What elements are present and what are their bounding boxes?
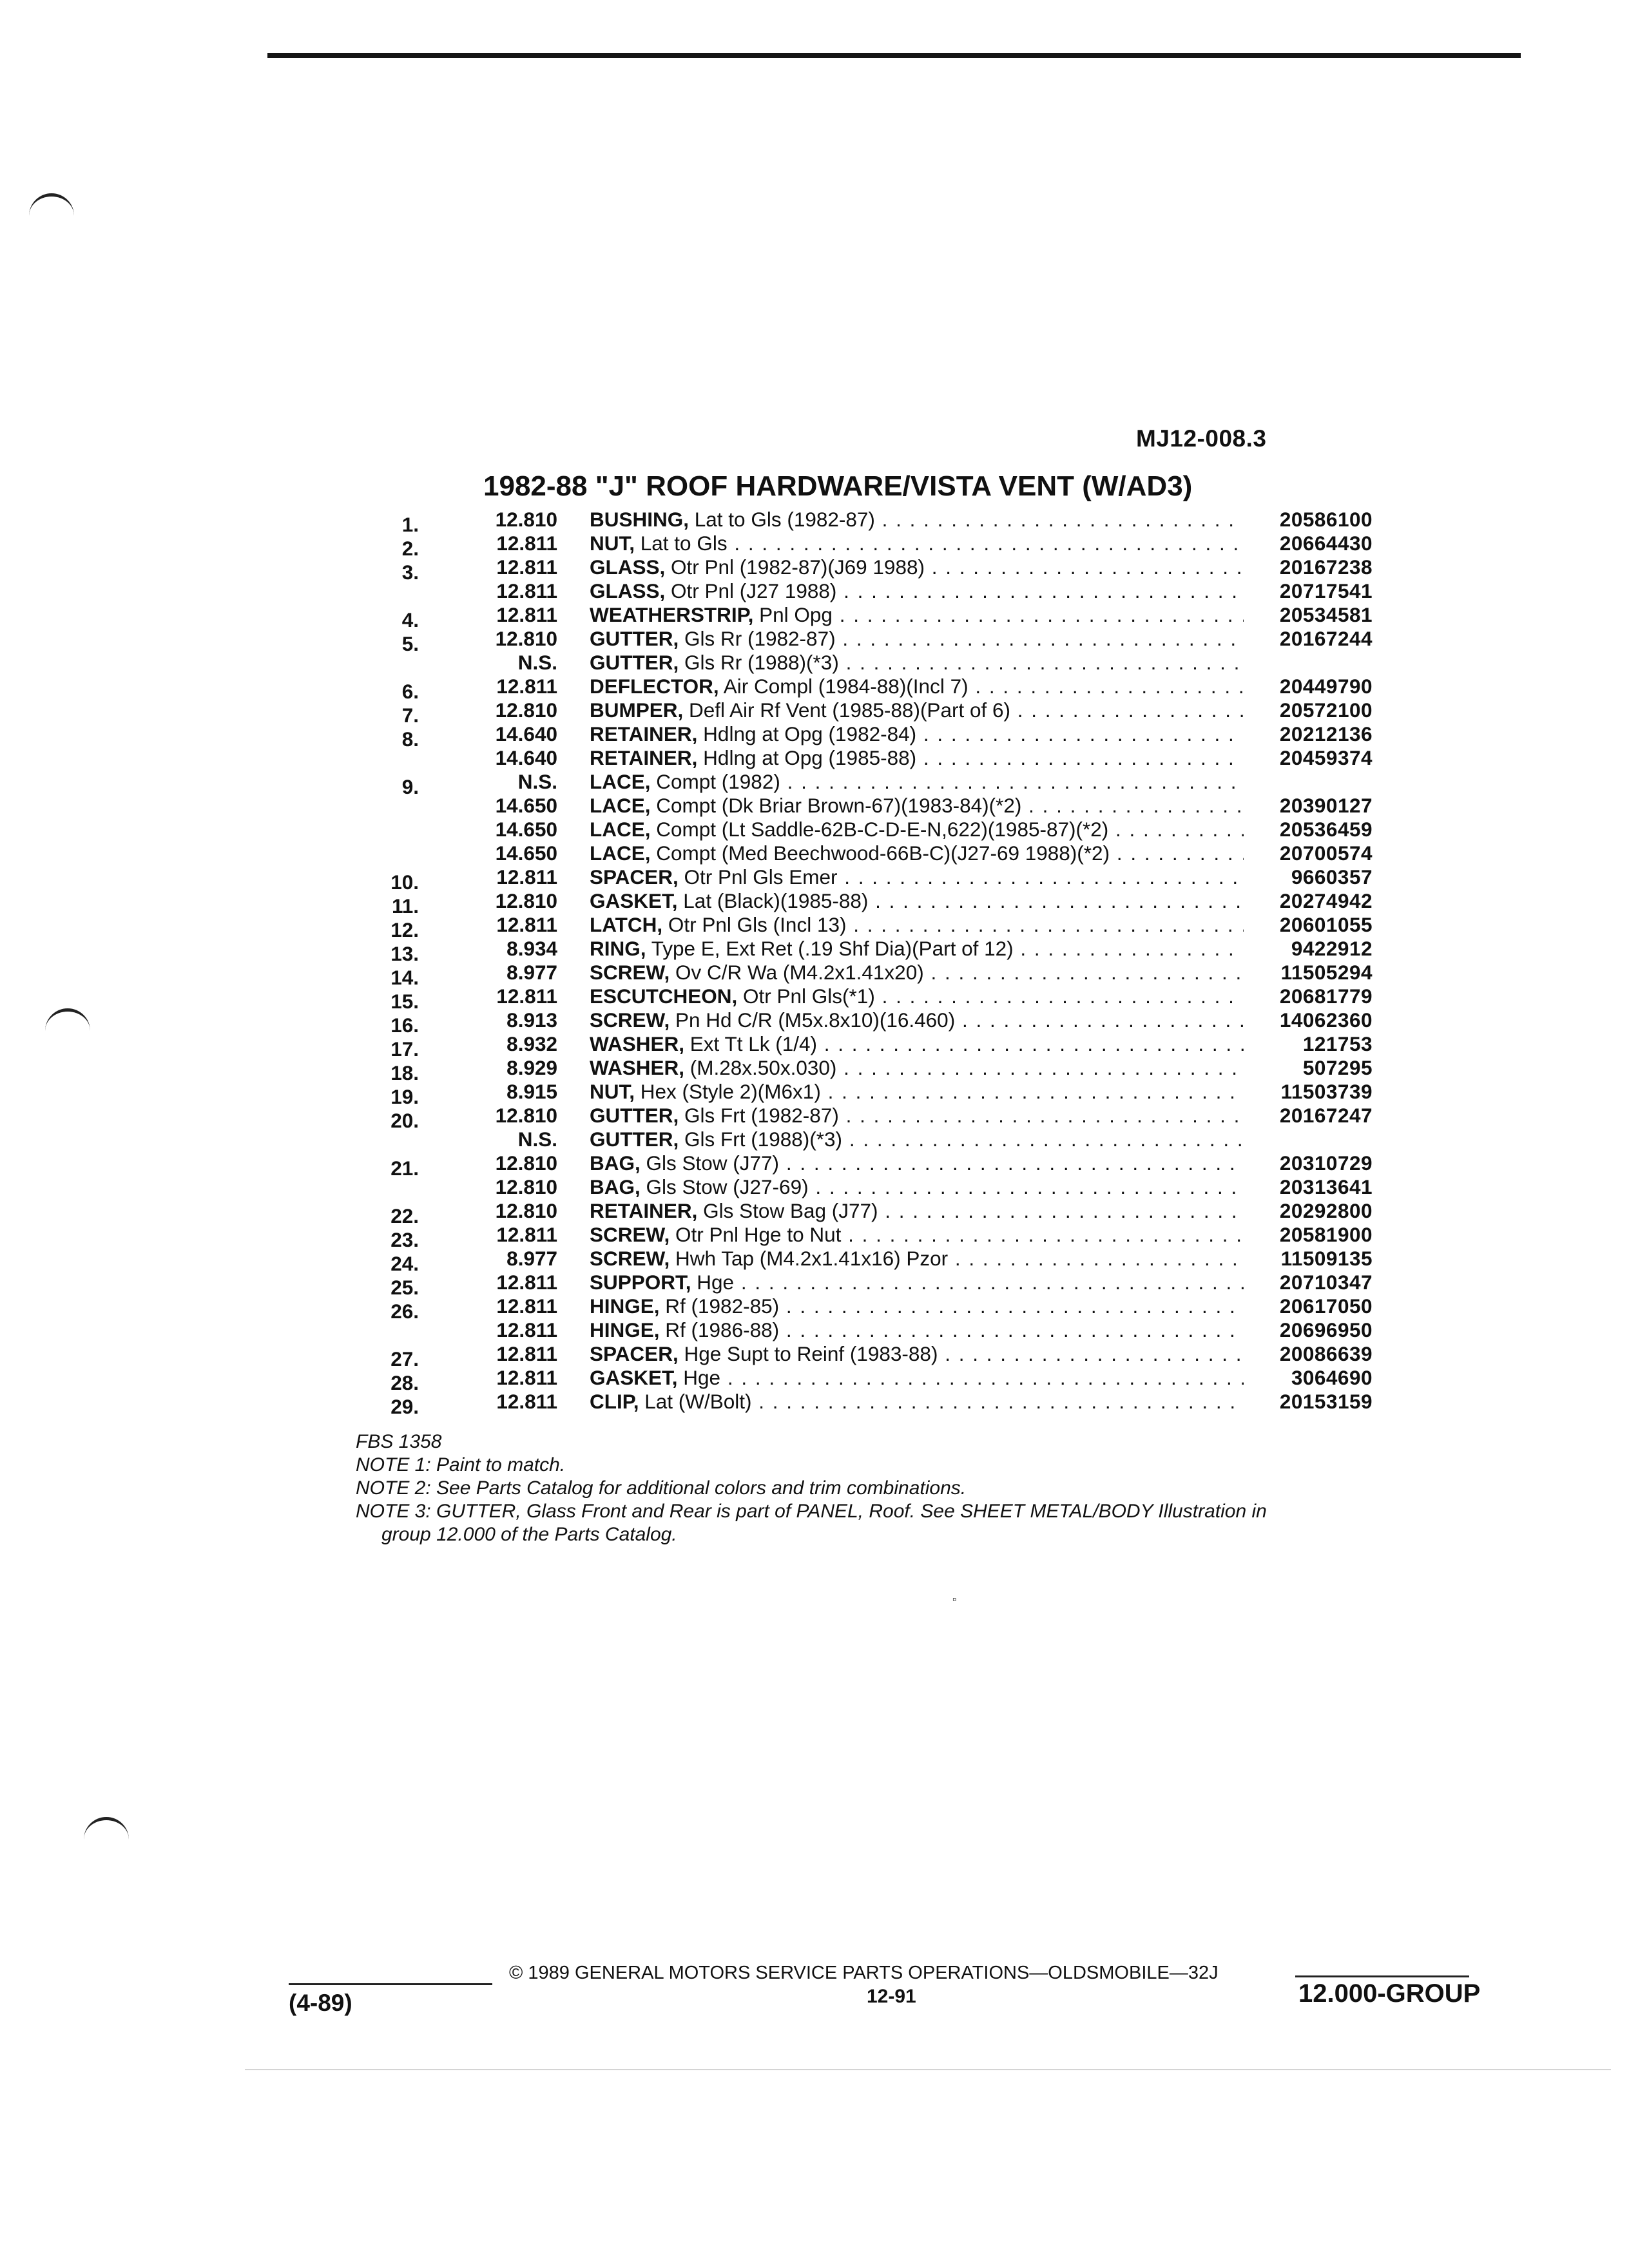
part-detail: Compt (Med Beechwood-66B-C)(J27-69 1988)(*2) bbox=[650, 841, 1110, 865]
part-detail: Lat (W/Bolt) bbox=[639, 1390, 752, 1413]
table-row bbox=[348, 1104, 1392, 1132]
item-number: 11. bbox=[391, 894, 419, 918]
table-row bbox=[348, 1366, 1392, 1394]
part-description bbox=[590, 722, 1244, 746]
group-number: 12.810 bbox=[495, 1151, 557, 1175]
part-description bbox=[590, 603, 1244, 627]
table-row bbox=[348, 1247, 1392, 1275]
group-number: 12.810 bbox=[495, 1199, 557, 1222]
part-detail: Otr Pnl Gls (Incl 13) bbox=[662, 913, 847, 936]
group-number: 12.811 bbox=[496, 1318, 557, 1341]
table-row bbox=[348, 675, 1392, 703]
part-number: 20313641 bbox=[1279, 1175, 1373, 1198]
part-name: BAG, bbox=[590, 1175, 641, 1198]
item-number: 6. bbox=[401, 680, 419, 703]
part-detail: Compt (1982) bbox=[650, 770, 780, 793]
part-detail: Ext Tt Lk (1/4) bbox=[684, 1032, 817, 1055]
fbs-reference: FBS 1358 bbox=[356, 1431, 442, 1452]
part-number: 20292800 bbox=[1279, 1199, 1373, 1222]
part-name: GASKET, bbox=[590, 1366, 678, 1389]
part-description bbox=[590, 1080, 1244, 1104]
part-detail: Gls Frt (1982-87) bbox=[679, 1104, 839, 1127]
group-number: 14.650 bbox=[495, 841, 557, 865]
footer-rule bbox=[289, 1983, 492, 1985]
part-detail: Hge bbox=[691, 1271, 735, 1294]
part-name: SCREW, bbox=[590, 1008, 670, 1032]
table-row bbox=[348, 603, 1392, 631]
part-detail: Hwh Tap (M4.2x1.41x16) Pzor bbox=[670, 1247, 949, 1270]
table-row bbox=[348, 770, 1392, 798]
group-number: N.S. bbox=[517, 770, 557, 793]
part-description bbox=[590, 794, 1244, 818]
part-number: 20710347 bbox=[1279, 1271, 1373, 1294]
part-detail: Hdlng at Opg (1985-88) bbox=[697, 746, 917, 769]
part-name: BUMPER, bbox=[590, 698, 684, 722]
part-description bbox=[590, 1342, 1244, 1366]
item-number: 5. bbox=[401, 632, 419, 655]
part-number: 20586100 bbox=[1279, 508, 1373, 531]
part-description bbox=[590, 985, 1244, 1008]
part-description bbox=[590, 532, 1244, 555]
table-row bbox=[348, 1151, 1392, 1180]
item-number: 12. bbox=[390, 918, 419, 941]
part-name: SCREW, bbox=[590, 1247, 670, 1270]
table-row bbox=[348, 722, 1392, 751]
part-description bbox=[590, 651, 1244, 675]
group-number: 12.811 bbox=[496, 1271, 557, 1294]
table-row bbox=[348, 841, 1392, 865]
part-detail: Hex (Style 2)(M6x1) bbox=[635, 1080, 821, 1103]
part-description bbox=[590, 508, 1244, 532]
part-number: 20700574 bbox=[1279, 841, 1373, 865]
group-number: 12.811 bbox=[496, 865, 557, 889]
part-detail: Gls Rr (1982-87) bbox=[679, 627, 836, 650]
item-number: 25. bbox=[390, 1276, 419, 1299]
part-name: GASKET, bbox=[590, 889, 678, 912]
part-number: 20572100 bbox=[1279, 698, 1373, 722]
part-detail: Compt (Dk Briar Brown-67)(1983-84)(*2) bbox=[650, 794, 1022, 817]
part-name: BAG, bbox=[590, 1151, 641, 1175]
part-description bbox=[590, 1056, 1244, 1080]
part-detail: Gls Stow (J77) bbox=[640, 1151, 780, 1175]
part-detail: Gls Frt (1988)(*3) bbox=[679, 1128, 843, 1151]
part-number: 20536459 bbox=[1279, 818, 1373, 841]
group-number: 8.977 bbox=[506, 1247, 557, 1270]
part-name: CLIP, bbox=[590, 1390, 639, 1413]
part-number: 121753 bbox=[1302, 1032, 1373, 1055]
part-name: LATCH, bbox=[590, 913, 663, 936]
part-number: 20459374 bbox=[1279, 746, 1373, 769]
item-number: 10. bbox=[390, 870, 419, 894]
part-description bbox=[590, 627, 1244, 651]
group-number: 14.640 bbox=[495, 746, 557, 769]
part-detail: Defl Air Rf Vent (1985-88)(Part of 6) bbox=[683, 698, 1010, 722]
part-name: SCREW, bbox=[590, 961, 670, 984]
part-name: LACE, bbox=[590, 818, 651, 841]
group-number: 12.811 bbox=[496, 1294, 557, 1318]
part-number: 20534581 bbox=[1279, 603, 1373, 626]
punch-hole-mark bbox=[45, 1008, 90, 1037]
table-row bbox=[348, 1342, 1392, 1370]
part-description bbox=[590, 1104, 1244, 1128]
part-detail: Gls Rr (1988)(*3) bbox=[679, 651, 839, 674]
item-number: 29. bbox=[390, 1395, 419, 1418]
group-number: N.S. bbox=[517, 651, 557, 674]
group-label: 12.000-GROUP bbox=[1298, 1979, 1481, 2008]
group-number: 12.810 bbox=[495, 627, 557, 650]
part-number: 20681779 bbox=[1279, 985, 1373, 1008]
part-description bbox=[590, 1128, 1244, 1151]
part-description bbox=[590, 841, 1244, 865]
part-number: 20167247 bbox=[1279, 1104, 1373, 1127]
footer-copyright: © 1989 GENERAL MOTORS SERVICE PARTS OPERATIONS—OLDSMOBILE—32J bbox=[509, 1963, 1219, 1983]
part-name: WASHER, bbox=[590, 1056, 685, 1079]
part-name: SUPPORT, bbox=[590, 1271, 691, 1294]
table-row bbox=[348, 1271, 1392, 1299]
item-number: 16. bbox=[390, 1014, 419, 1037]
part-description bbox=[590, 675, 1244, 698]
table-row bbox=[348, 985, 1392, 1013]
part-detail: Otr Pnl Hge to Nut bbox=[670, 1223, 842, 1246]
group-number: 12.811 bbox=[496, 603, 557, 626]
part-detail: Lat (Black)(1985-88) bbox=[677, 889, 869, 912]
note-3: NOTE 3: GUTTER, Glass Front and Rear is part of PANEL, Roof. See SHEET METAL/BODY Illustration in bbox=[356, 1501, 1267, 1522]
part-name: GUTTER, bbox=[590, 1104, 679, 1127]
group-number: 12.810 bbox=[495, 1104, 557, 1127]
table-row bbox=[348, 1199, 1392, 1227]
part-name: SPACER, bbox=[590, 1342, 679, 1365]
part-name: LACE, bbox=[590, 794, 651, 817]
part-name: HINGE, bbox=[590, 1294, 660, 1318]
part-number: 20390127 bbox=[1279, 794, 1373, 817]
part-description bbox=[590, 818, 1244, 841]
part-number: 20601055 bbox=[1279, 913, 1373, 936]
part-detail: Hge Supt to Reinf (1983-88) bbox=[678, 1342, 938, 1365]
part-number: 20717541 bbox=[1279, 579, 1373, 602]
part-description bbox=[590, 1366, 1244, 1390]
part-name: DEFLECTOR, bbox=[590, 675, 719, 698]
part-detail: Pnl Opg bbox=[753, 603, 833, 626]
item-number: 1. bbox=[401, 513, 419, 536]
table-row bbox=[348, 1294, 1392, 1323]
note-3-continued: group 12.000 of the Parts Catalog. bbox=[381, 1524, 677, 1545]
table-row bbox=[348, 865, 1392, 894]
part-number: 11505294 bbox=[1280, 961, 1373, 984]
revision-date: (4-89) bbox=[289, 1990, 352, 2016]
part-name: GUTTER, bbox=[590, 651, 679, 674]
table-row bbox=[348, 532, 1392, 560]
group-number: 12.810 bbox=[495, 698, 557, 722]
table-row bbox=[348, 508, 1392, 536]
part-description bbox=[590, 889, 1244, 913]
part-name: WEATHERSTRIP, bbox=[590, 603, 754, 626]
scan-mark: ▫ bbox=[952, 1593, 957, 1606]
item-number: 17. bbox=[390, 1037, 419, 1061]
part-number: 11509135 bbox=[1280, 1247, 1373, 1270]
part-detail: Hdlng at Opg (1982-84) bbox=[697, 722, 917, 745]
part-number: 20167244 bbox=[1279, 627, 1373, 650]
part-description bbox=[590, 1032, 1244, 1056]
part-description bbox=[590, 1199, 1244, 1223]
part-description bbox=[590, 698, 1244, 722]
part-name: SPACER, bbox=[590, 865, 679, 889]
note-2: NOTE 2: See Parts Catalog for additional colors and trim combinations. bbox=[356, 1477, 967, 1499]
part-name: BUSHING, bbox=[590, 508, 689, 531]
part-detail: Pn Hd C/R (M5x.8x10)(16.460) bbox=[670, 1008, 956, 1032]
part-number: 20310729 bbox=[1279, 1151, 1373, 1175]
table-row bbox=[348, 1056, 1392, 1084]
part-number: 9660357 bbox=[1291, 865, 1373, 889]
part-number: 9422912 bbox=[1291, 937, 1373, 960]
part-number: 20153159 bbox=[1279, 1390, 1373, 1413]
item-number: 9. bbox=[401, 775, 419, 798]
group-number: 12.810 bbox=[495, 889, 557, 912]
part-name: RETAINER, bbox=[590, 722, 698, 745]
group-number: 8.977 bbox=[506, 961, 557, 984]
group-number: 14.650 bbox=[495, 794, 557, 817]
item-number: 3. bbox=[401, 561, 419, 584]
part-name: WASHER, bbox=[590, 1032, 685, 1055]
table-row bbox=[348, 961, 1392, 989]
group-number: 8.913 bbox=[506, 1008, 557, 1032]
part-number: 20664430 bbox=[1279, 532, 1373, 555]
group-number: 12.811 bbox=[496, 555, 557, 579]
part-number: 20212136 bbox=[1279, 722, 1373, 745]
part-description bbox=[590, 579, 1244, 603]
item-number: 24. bbox=[390, 1252, 419, 1275]
part-description bbox=[590, 1151, 1244, 1175]
table-row bbox=[348, 1128, 1392, 1151]
item-number: 28. bbox=[390, 1371, 419, 1394]
group-number: 12.811 bbox=[496, 1342, 557, 1365]
part-description bbox=[590, 555, 1244, 579]
part-number: 20167238 bbox=[1279, 555, 1373, 579]
group-number: 12.811 bbox=[496, 1390, 557, 1413]
item-number: 13. bbox=[390, 942, 419, 965]
part-name: RING, bbox=[590, 937, 646, 960]
part-detail: Otr Pnl Gls(*1) bbox=[737, 985, 875, 1008]
part-name: LACE, bbox=[590, 770, 651, 793]
part-number: 20617050 bbox=[1279, 1294, 1373, 1318]
table-row bbox=[348, 818, 1392, 841]
page-number: 12-91 bbox=[867, 1986, 916, 2007]
part-number: 14062360 bbox=[1279, 1008, 1373, 1032]
part-detail: Otr Pnl (J27 1988) bbox=[665, 579, 837, 602]
group-number: 12.811 bbox=[496, 1223, 557, 1246]
part-name: HINGE, bbox=[590, 1318, 660, 1341]
part-name: LACE, bbox=[590, 841, 651, 865]
part-description bbox=[590, 865, 1244, 889]
page-title: 1982-88 "J" ROOF HARDWARE/VISTA VENT (W/AD3) bbox=[483, 470, 1193, 502]
group-number: 12.811 bbox=[496, 1366, 557, 1389]
group-number: 8.929 bbox=[506, 1056, 557, 1079]
group-number: 14.650 bbox=[495, 818, 557, 841]
table-row bbox=[348, 889, 1392, 918]
part-detail: Otr Pnl Gls Emer bbox=[678, 865, 838, 889]
footer-rule bbox=[1295, 1975, 1469, 1977]
part-detail: Air Compl (1984-88)(Incl 7) bbox=[718, 675, 969, 698]
part-name: GUTTER, bbox=[590, 627, 679, 650]
parts-list bbox=[348, 508, 1392, 1418]
part-name: NUT, bbox=[590, 1080, 635, 1103]
group-number: 8.915 bbox=[506, 1080, 557, 1103]
top-rule bbox=[267, 53, 1521, 58]
part-description bbox=[590, 937, 1244, 961]
table-row bbox=[348, 579, 1392, 603]
punch-hole-mark bbox=[29, 193, 74, 222]
part-description bbox=[590, 1223, 1244, 1247]
group-number: 12.811 bbox=[496, 985, 557, 1008]
group-number: 8.932 bbox=[506, 1032, 557, 1055]
part-description bbox=[590, 1271, 1244, 1294]
table-row bbox=[348, 937, 1392, 965]
table-row bbox=[348, 1080, 1392, 1108]
part-name: SCREW, bbox=[590, 1223, 670, 1246]
item-number: 7. bbox=[401, 704, 419, 727]
part-name: RETAINER, bbox=[590, 1199, 698, 1222]
part-description bbox=[590, 961, 1244, 985]
item-number: 4. bbox=[401, 608, 419, 631]
item-number: 20. bbox=[390, 1109, 419, 1132]
part-number: 507295 bbox=[1302, 1056, 1373, 1079]
group-number: 12.810 bbox=[495, 1175, 557, 1198]
table-row bbox=[348, 698, 1392, 727]
group-number: 12.811 bbox=[496, 579, 557, 602]
part-name: NUT, bbox=[590, 532, 635, 555]
part-description bbox=[590, 913, 1244, 937]
part-name: RETAINER, bbox=[590, 746, 698, 769]
document-code: MJ12-008.3 bbox=[1136, 425, 1267, 452]
table-row bbox=[348, 1032, 1392, 1061]
part-number: 20086639 bbox=[1279, 1342, 1373, 1365]
part-detail: Hge bbox=[677, 1366, 721, 1389]
part-detail: Lat to Gls bbox=[635, 532, 728, 555]
part-number: 11503739 bbox=[1280, 1080, 1373, 1103]
item-number: 15. bbox=[390, 990, 419, 1013]
item-number: 8. bbox=[401, 727, 419, 751]
part-name: ESCUTCHEON, bbox=[590, 985, 738, 1008]
group-number: 12.811 bbox=[496, 675, 557, 698]
item-number: 2. bbox=[401, 537, 419, 560]
part-name: GLASS, bbox=[590, 555, 666, 579]
part-description bbox=[590, 746, 1244, 770]
part-name: GLASS, bbox=[590, 579, 666, 602]
part-detail: Rf (1986-88) bbox=[659, 1318, 780, 1341]
table-row bbox=[348, 651, 1392, 675]
part-number: 20274942 bbox=[1279, 889, 1373, 912]
table-row bbox=[348, 1008, 1392, 1037]
group-number: N.S. bbox=[517, 1128, 557, 1151]
item-number: 27. bbox=[390, 1347, 419, 1370]
part-detail: Gls Stow Bag (J77) bbox=[697, 1199, 878, 1222]
part-number: 3064690 bbox=[1291, 1366, 1373, 1389]
part-number: 20696950 bbox=[1279, 1318, 1373, 1341]
punch-hole-mark bbox=[84, 1817, 129, 1846]
table-row bbox=[348, 746, 1392, 770]
table-row bbox=[348, 1175, 1392, 1199]
part-description bbox=[590, 770, 1244, 794]
part-name: GUTTER, bbox=[590, 1128, 679, 1151]
group-number: 12.811 bbox=[496, 913, 557, 936]
table-row bbox=[348, 1318, 1392, 1342]
part-number: 20449790 bbox=[1279, 675, 1373, 698]
table-row bbox=[348, 1223, 1392, 1251]
group-number: 8.934 bbox=[506, 937, 557, 960]
item-number: 23. bbox=[390, 1228, 419, 1251]
part-description bbox=[590, 1175, 1244, 1199]
group-number: 12.810 bbox=[495, 508, 557, 531]
part-number: 20581900 bbox=[1279, 1223, 1373, 1246]
table-row bbox=[348, 555, 1392, 584]
part-detail: Gls Stow (J27-69) bbox=[640, 1175, 809, 1198]
notes-section bbox=[356, 1430, 1528, 1546]
table-row bbox=[348, 913, 1392, 941]
part-detail: (M.28x.50x.030) bbox=[684, 1056, 837, 1079]
item-number: 19. bbox=[390, 1085, 419, 1108]
part-description bbox=[590, 1247, 1244, 1271]
item-number: 22. bbox=[390, 1204, 419, 1227]
part-description bbox=[590, 1008, 1244, 1032]
item-number: 18. bbox=[390, 1061, 419, 1084]
item-number: 26. bbox=[390, 1300, 419, 1323]
item-number: 14. bbox=[390, 966, 419, 989]
part-detail: Type E, Ext Ret (.19 Shf Dia)(Part of 12) bbox=[646, 937, 1014, 960]
group-number: 14.640 bbox=[495, 722, 557, 745]
table-row bbox=[348, 794, 1392, 818]
part-detail: Otr Pnl (1982-87)(J69 1988) bbox=[665, 555, 925, 579]
table-row bbox=[348, 627, 1392, 655]
part-description bbox=[590, 1294, 1244, 1318]
part-description bbox=[590, 1318, 1244, 1342]
part-detail: Ov C/R Wa (M4.2x1.41x20) bbox=[670, 961, 924, 984]
note-1: NOTE 1: Paint to match. bbox=[356, 1454, 566, 1475]
item-number: 21. bbox=[390, 1157, 419, 1180]
part-detail: Compt (Lt Saddle-62B-C-D-E-N,622)(1985-87)(*2) bbox=[650, 818, 1109, 841]
part-detail: Lat to Gls (1982-87) bbox=[689, 508, 875, 531]
part-description bbox=[590, 1390, 1244, 1414]
part-detail: Rf (1982-85) bbox=[659, 1294, 780, 1318]
table-row bbox=[348, 1390, 1392, 1418]
group-number: 12.811 bbox=[496, 532, 557, 555]
